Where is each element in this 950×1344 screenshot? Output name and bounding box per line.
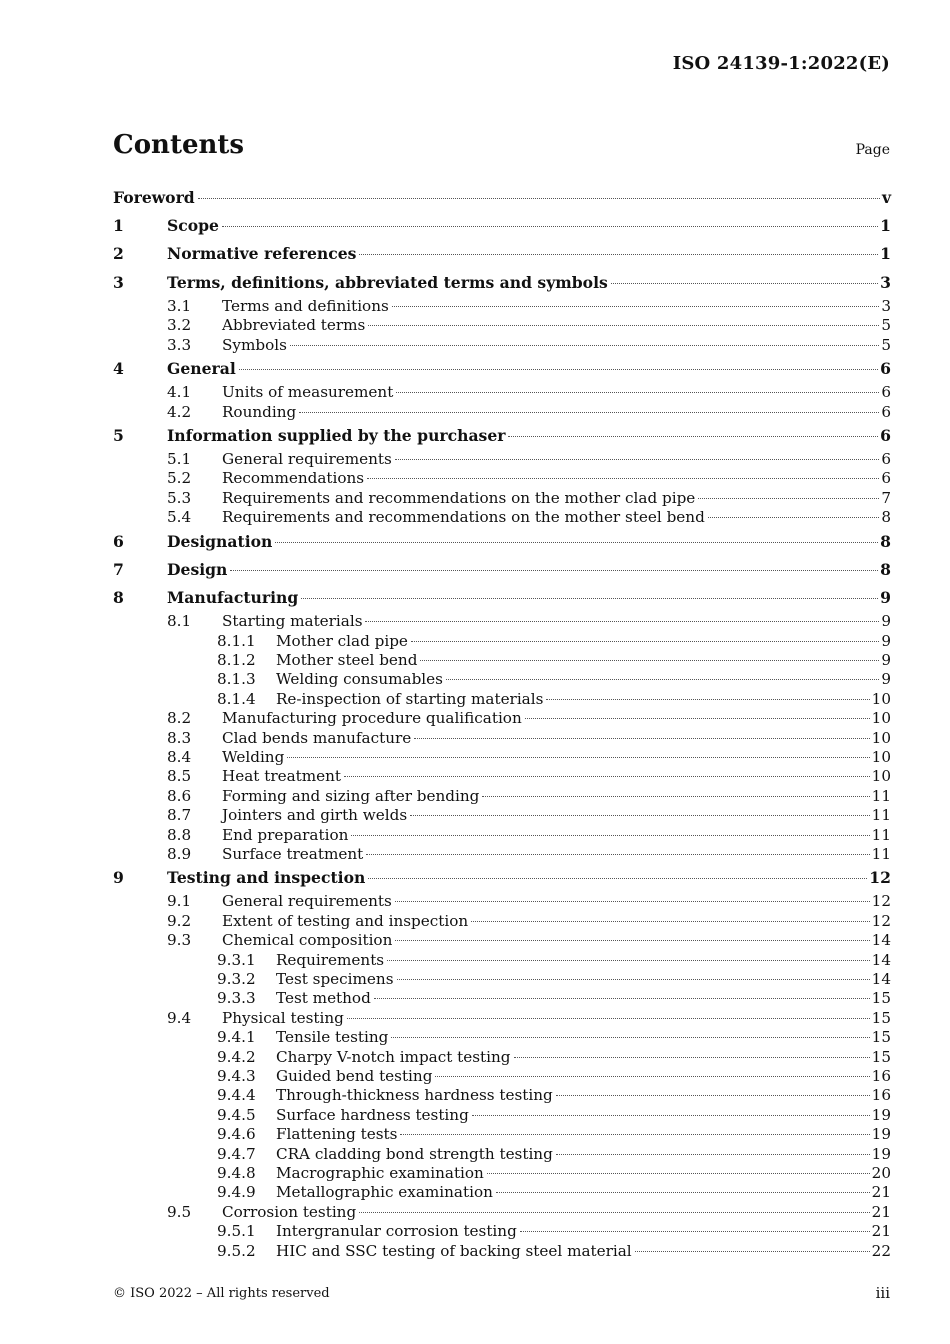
toc-entry[interactable]: [113, 651, 891, 670]
toc-entry-number: 4.2: [167, 402, 192, 421]
toc-entry-page[interactable]: 10: [871, 767, 891, 786]
dot-leader: [301, 598, 878, 599]
toc-entry[interactable]: [113, 632, 891, 651]
toc-entry-page[interactable]: 15: [871, 1008, 891, 1027]
toc-entry-page[interactable]: 6: [881, 383, 891, 402]
toc-entry-number: 9.3.3: [217, 989, 256, 1008]
toc-entry-page[interactable]: 1: [880, 216, 891, 236]
toc-entry-number: 3: [113, 272, 124, 292]
toc-entry-number: 8: [113, 588, 124, 608]
toc-entry-number: 9.4.2: [217, 1047, 256, 1066]
dot-leader: [359, 1212, 869, 1213]
toc-entry-page[interactable]: 6: [881, 469, 891, 488]
page-column-label: Page: [855, 142, 890, 158]
toc-entry[interactable]: [113, 1203, 891, 1222]
toc-entry-title[interactable]: Tensile testing: [276, 1028, 389, 1047]
toc-entry-number: 9.5.2: [217, 1241, 256, 1260]
toc-entry-title[interactable]: Terms, definitions, abbreviated terms and symbols: [167, 272, 608, 292]
dot-leader: [344, 776, 870, 777]
toc-entry[interactable]: [113, 508, 891, 527]
dot-leader: [347, 1018, 870, 1019]
toc-entry-number: 8.1.3: [217, 670, 256, 689]
toc-entry-title[interactable]: Scope: [167, 216, 219, 236]
toc-entry-title[interactable]: Metallographic examination: [276, 1183, 493, 1202]
dot-leader: [239, 369, 878, 370]
toc-entry-page[interactable]: 8: [881, 508, 891, 527]
toc-entry-title[interactable]: Chemical composition: [222, 931, 393, 950]
dot-leader: [556, 1095, 870, 1096]
toc-entry-number: 3.2: [167, 316, 192, 335]
dot-leader: [395, 940, 869, 941]
toc-entry[interactable]: [113, 1145, 891, 1164]
toc-entry-page[interactable]: 3: [880, 272, 891, 292]
toc-entry-number: 6: [113, 531, 124, 551]
dot-leader: [611, 283, 878, 284]
toc-entry[interactable]: [113, 845, 891, 864]
toc-entry-title[interactable]: General requirements: [222, 450, 392, 469]
toc-entry-number: 8.1.2: [217, 650, 256, 669]
toc-entry-page[interactable]: 7: [881, 488, 891, 507]
toc-entry-page[interactable]: 14: [871, 970, 891, 989]
toc-entry-number: 5.2: [167, 469, 192, 488]
toc-entry-page[interactable]: 5: [881, 335, 891, 354]
toc-entry-number: 9.4.9: [217, 1183, 256, 1202]
dot-leader: [410, 815, 870, 816]
toc-entry-page[interactable]: 16: [871, 1066, 891, 1085]
dot-leader: [514, 1057, 870, 1058]
toc-entry-title[interactable]: Recommendations: [222, 469, 365, 488]
toc-entry-title[interactable]: Requirements: [276, 950, 385, 969]
toc-entry-number: 8.6: [167, 786, 192, 805]
toc-entry-number: 5.3: [167, 488, 192, 507]
dot-leader: [359, 254, 878, 255]
dot-leader: [396, 392, 879, 393]
toc-entry-title[interactable]: Starting materials: [222, 612, 363, 631]
dot-leader: [472, 1115, 870, 1116]
toc-entry[interactable]: [113, 184, 891, 212]
toc-entry-page[interactable]: 8: [880, 531, 891, 551]
dot-leader: [395, 459, 880, 460]
toc-entry[interactable]: [113, 422, 891, 450]
toc-entry-page[interactable]: 9: [880, 588, 891, 608]
dot-leader: [471, 921, 870, 922]
toc-entry-number: 8.2: [167, 709, 192, 728]
toc-entry[interactable]: [113, 528, 891, 556]
toc-entry-page[interactable]: 12: [869, 868, 891, 888]
toc-entry-number: 5.1: [167, 450, 192, 469]
toc-entry[interactable]: [113, 1067, 891, 1086]
toc-entry[interactable]: [113, 970, 891, 989]
toc-entry-number: 4: [113, 358, 124, 378]
toc-entry[interactable]: [113, 269, 891, 297]
toc-entry-title[interactable]: Corrosion testing: [222, 1202, 357, 1221]
dot-leader: [414, 738, 869, 739]
toc-entry-title[interactable]: Re-inspection of starting materials: [276, 689, 544, 708]
toc-entry-title[interactable]: Charpy V-notch impact testing: [276, 1047, 511, 1066]
toc-entry-title[interactable]: Welding consumables: [276, 670, 443, 689]
toc-entry-number: 9.3: [167, 931, 192, 950]
toc-entry-page[interactable]: 21: [871, 1183, 891, 1202]
toc-entry-page[interactable]: 9: [881, 612, 891, 631]
toc-entry-number: 5.4: [167, 508, 192, 527]
toc-entry[interactable]: [113, 989, 891, 1008]
toc-entry[interactable]: [113, 787, 891, 806]
toc-entry[interactable]: [113, 336, 891, 355]
toc-entry-title[interactable]: Surface hardness testing: [276, 1105, 469, 1124]
toc-entry-number: 9.5: [167, 1202, 192, 1221]
toc-entry-number: 8.5: [167, 767, 192, 786]
toc-entry[interactable]: [113, 709, 891, 728]
toc-entry[interactable]: [113, 690, 891, 709]
toc-entry-title[interactable]: Manufacturing procedure qualification: [222, 709, 522, 728]
toc-entry[interactable]: [113, 403, 891, 422]
toc-entry-page[interactable]: 19: [871, 1105, 891, 1124]
copyright-notice: © ISO 2022 – All rights reserved: [113, 1286, 330, 1301]
toc-entry-title[interactable]: End preparation: [222, 825, 349, 844]
toc-entry-number: 9.4.3: [217, 1066, 256, 1085]
toc-entry-number: 9.1: [167, 892, 192, 911]
toc-entry-number: 1: [113, 216, 124, 236]
toc-entry-number: 8.9: [167, 844, 192, 863]
toc-entry[interactable]: [113, 316, 891, 335]
toc-entry-title[interactable]: Units of measurement: [222, 383, 394, 402]
dot-leader: [374, 998, 870, 999]
toc-entry-number: 9.4.5: [217, 1105, 256, 1124]
table-of-contents: [113, 184, 891, 1261]
toc-entry-title[interactable]: Welding: [222, 747, 285, 766]
toc-entry[interactable]: [113, 1086, 891, 1105]
dot-leader: [365, 621, 879, 622]
toc-entry-page[interactable]: 8: [880, 559, 891, 579]
toc-entry[interactable]: [113, 1125, 891, 1144]
toc-entry[interactable]: [113, 748, 891, 767]
toc-entry-title[interactable]: Intergranular corrosion testing: [276, 1222, 517, 1241]
toc-entry-number: 8.1.1: [217, 631, 256, 650]
toc-entry-number: 8.1: [167, 612, 192, 631]
toc-entry-page[interactable]: 11: [871, 806, 891, 825]
dot-leader: [708, 517, 880, 518]
toc-entry-title[interactable]: Guided bend testing: [276, 1066, 433, 1085]
toc-entry-title[interactable]: Requirements and recommendations on the mother steel bend: [222, 508, 705, 527]
standard-designation: ISO 24139-1:2022(E): [672, 53, 890, 74]
dot-leader: [400, 1134, 869, 1135]
toc-entry-title[interactable]: Forming and sizing after bending: [222, 786, 480, 805]
dot-leader: [397, 979, 870, 980]
toc-entry[interactable]: [113, 729, 891, 748]
dot-leader: [368, 325, 879, 326]
toc-entry[interactable]: [113, 1048, 891, 1067]
dot-leader: [487, 1173, 870, 1174]
dot-leader: [546, 699, 869, 700]
dot-leader: [367, 478, 879, 479]
toc-entry-page[interactable]: 14: [871, 931, 891, 950]
toc-entry-page[interactable]: 6: [881, 402, 891, 421]
toc-entry[interactable]: [113, 892, 891, 911]
toc-entry-page[interactable]: 12: [871, 892, 891, 911]
dot-leader: [198, 198, 880, 199]
dot-leader: [446, 679, 879, 680]
dot-leader: [351, 835, 869, 836]
toc-entry[interactable]: [113, 826, 891, 845]
toc-entry-number: 9: [113, 868, 124, 888]
toc-entry[interactable]: [113, 584, 891, 612]
toc-entry-number: 9.2: [167, 911, 192, 930]
toc-entry-title[interactable]: Rounding: [222, 402, 297, 421]
dot-leader: [698, 498, 879, 499]
toc-entry[interactable]: [113, 1242, 891, 1261]
dot-leader: [556, 1154, 870, 1155]
toc-entry[interactable]: [113, 212, 891, 240]
toc-entry-page[interactable]: v: [881, 188, 891, 207]
dot-leader: [387, 960, 870, 961]
toc-entry-page[interactable]: 6: [880, 425, 891, 445]
toc-entry-number: 5: [113, 425, 124, 445]
dot-leader: [275, 542, 878, 543]
dot-leader: [411, 641, 879, 642]
toc-entry-page[interactable]: 9: [881, 650, 891, 669]
toc-entry-title[interactable]: Symbols: [222, 335, 287, 354]
toc-entry-title[interactable]: Mother clad pipe: [276, 631, 408, 650]
dot-leader: [287, 757, 869, 758]
toc-entry-number: 9.4.7: [217, 1144, 256, 1163]
toc-entry[interactable]: [113, 612, 891, 631]
toc-entry-title[interactable]: Abbreviated terms: [222, 316, 366, 335]
toc-entry-title[interactable]: Foreword: [113, 188, 195, 207]
toc-entry-title[interactable]: Test method: [276, 989, 371, 1008]
dot-leader: [392, 306, 880, 307]
dot-leader: [435, 1076, 869, 1077]
toc-entry[interactable]: [113, 670, 891, 689]
toc-entry-page[interactable]: 10: [871, 709, 891, 728]
toc-entry[interactable]: [113, 1183, 891, 1202]
toc-entry-title[interactable]: Design: [167, 559, 228, 579]
toc-entry[interactable]: [113, 1164, 891, 1183]
toc-entry-number: 4.1: [167, 383, 192, 402]
dot-leader: [230, 570, 878, 571]
toc-entry[interactable]: [113, 951, 891, 970]
toc-entry[interactable]: [113, 864, 891, 892]
toc-entry-title[interactable]: Requirements and recommendations on the mother clad pipe: [222, 488, 696, 507]
toc-entry-page[interactable]: 9: [881, 631, 891, 650]
toc-entry-number: 7: [113, 559, 124, 579]
toc-entry-title[interactable]: Extent of testing and inspection: [222, 911, 469, 930]
toc-entry-page[interactable]: 10: [871, 728, 891, 747]
toc-entry-page[interactable]: 19: [871, 1144, 891, 1163]
toc-entry[interactable]: [113, 240, 891, 268]
toc-entry-number: 3.1: [167, 296, 192, 315]
toc-entry-title[interactable]: Heat treatment: [222, 767, 342, 786]
toc-entry-page[interactable]: 15: [871, 1047, 891, 1066]
toc-entry-title[interactable]: CRA cladding bond strength testing: [276, 1144, 553, 1163]
dot-leader: [482, 796, 869, 797]
toc-entry-page[interactable]: 11: [871, 844, 891, 863]
toc-entry[interactable]: [113, 355, 891, 383]
toc-entry-title[interactable]: Designation: [167, 531, 273, 551]
toc-entry[interactable]: [113, 767, 891, 786]
toc-entry-page[interactable]: 6: [880, 358, 891, 378]
toc-entry-title[interactable]: Flattening tests: [276, 1125, 398, 1144]
toc-entry[interactable]: [113, 383, 891, 402]
dot-leader: [496, 1192, 870, 1193]
toc-entry[interactable]: [113, 297, 891, 316]
toc-entry[interactable]: [113, 450, 891, 469]
toc-entry-title[interactable]: Terms and definitions: [222, 296, 389, 315]
toc-entry[interactable]: [113, 1222, 891, 1241]
toc-entry-title[interactable]: Jointers and girth welds: [222, 806, 408, 825]
toc-entry-title[interactable]: Information supplied by the purchaser: [167, 425, 506, 445]
dot-leader: [420, 660, 879, 661]
dot-leader: [520, 1231, 870, 1232]
toc-entry-title[interactable]: Through-thickness hardness testing: [276, 1086, 553, 1105]
toc-entry-number: 8.8: [167, 825, 192, 844]
dot-leader: [391, 1037, 869, 1038]
page-number: iii: [875, 1284, 890, 1302]
toc-entry-page[interactable]: 15: [871, 989, 891, 1008]
toc-entry-page[interactable]: 11: [871, 825, 891, 844]
toc-entry[interactable]: [113, 469, 891, 488]
toc-entry-page[interactable]: 20: [871, 1163, 891, 1182]
toc-entry-number: 2: [113, 244, 124, 264]
toc-entry-page[interactable]: 6: [881, 450, 891, 469]
toc-entry[interactable]: [113, 1028, 891, 1047]
toc-entry-number: 9.4: [167, 1008, 192, 1027]
toc-entry-page[interactable]: 9: [881, 670, 891, 689]
toc-entry-title[interactable]: Test specimens: [276, 970, 394, 989]
dot-leader: [290, 345, 879, 346]
dot-leader: [222, 226, 878, 227]
dot-leader: [525, 718, 870, 719]
toc-entry-title[interactable]: Manufacturing: [167, 588, 299, 608]
toc-entry-number: 8.7: [167, 806, 192, 825]
toc-entry-number: 9.4.4: [217, 1086, 256, 1105]
toc-entry-title[interactable]: Testing and inspection: [167, 868, 366, 888]
toc-entry-page[interactable]: 22: [871, 1241, 891, 1260]
toc-entry-page[interactable]: 21: [871, 1202, 891, 1221]
toc-entry-title[interactable]: Mother steel bend: [276, 650, 418, 669]
dot-leader: [299, 412, 879, 413]
toc-entry-page[interactable]: 19: [871, 1125, 891, 1144]
toc-entry-number: 8.3: [167, 728, 192, 747]
toc-entry-page[interactable]: 16: [871, 1086, 891, 1105]
dot-leader: [508, 436, 878, 437]
dot-leader: [368, 878, 867, 879]
toc-entry[interactable]: [113, 912, 891, 931]
toc-entry-page[interactable]: 5: [881, 316, 891, 335]
toc-entry-page[interactable]: 15: [871, 1028, 891, 1047]
toc-entry-title[interactable]: General: [167, 358, 236, 378]
toc-entry-title[interactable]: Physical testing: [222, 1008, 344, 1027]
toc-entry-title[interactable]: General requirements: [222, 892, 392, 911]
toc-entry[interactable]: [113, 1106, 891, 1125]
toc-entry-page[interactable]: 1: [880, 244, 891, 264]
toc-entry[interactable]: [113, 1009, 891, 1028]
dot-leader: [635, 1251, 870, 1252]
toc-entry-title[interactable]: HIC and SSC testing of backing steel material: [276, 1241, 632, 1260]
toc-entry-number: 8.1.4: [217, 689, 256, 708]
dot-leader: [395, 901, 870, 902]
toc-entry-page[interactable]: 14: [871, 950, 891, 969]
toc-entry-page[interactable]: 10: [871, 689, 891, 708]
toc-entry-number: 9.4.1: [217, 1028, 256, 1047]
toc-entry-number: 3.3: [167, 335, 192, 354]
toc-entry-title[interactable]: Surface treatment: [222, 844, 364, 863]
toc-entry[interactable]: [113, 806, 891, 825]
toc-entry[interactable]: [113, 556, 891, 584]
toc-entry-number: 9.3.1: [217, 950, 256, 969]
toc-entry[interactable]: [113, 931, 891, 950]
toc-entry-number: 8.4: [167, 747, 192, 766]
toc-entry-number: 9.3.2: [217, 970, 256, 989]
toc-entry-title[interactable]: Macrographic examination: [276, 1163, 484, 1182]
toc-entry-number: 9.4.8: [217, 1163, 256, 1182]
toc-entry-number: 9.4.6: [217, 1125, 256, 1144]
toc-entry-page[interactable]: 3: [881, 296, 891, 315]
toc-entry-page[interactable]: 10: [871, 747, 891, 766]
toc-entry[interactable]: [113, 489, 891, 508]
toc-entry-page[interactable]: 12: [871, 911, 891, 930]
toc-entry-title[interactable]: Normative references: [167, 244, 357, 264]
toc-entry-page[interactable]: 21: [871, 1222, 891, 1241]
toc-entry-number: 9.5.1: [217, 1222, 256, 1241]
toc-entry-title[interactable]: Clad bends manufacture: [222, 728, 412, 747]
dot-leader: [366, 854, 869, 855]
page-title: Contents: [113, 130, 245, 160]
toc-entry-page[interactable]: 11: [871, 786, 891, 805]
